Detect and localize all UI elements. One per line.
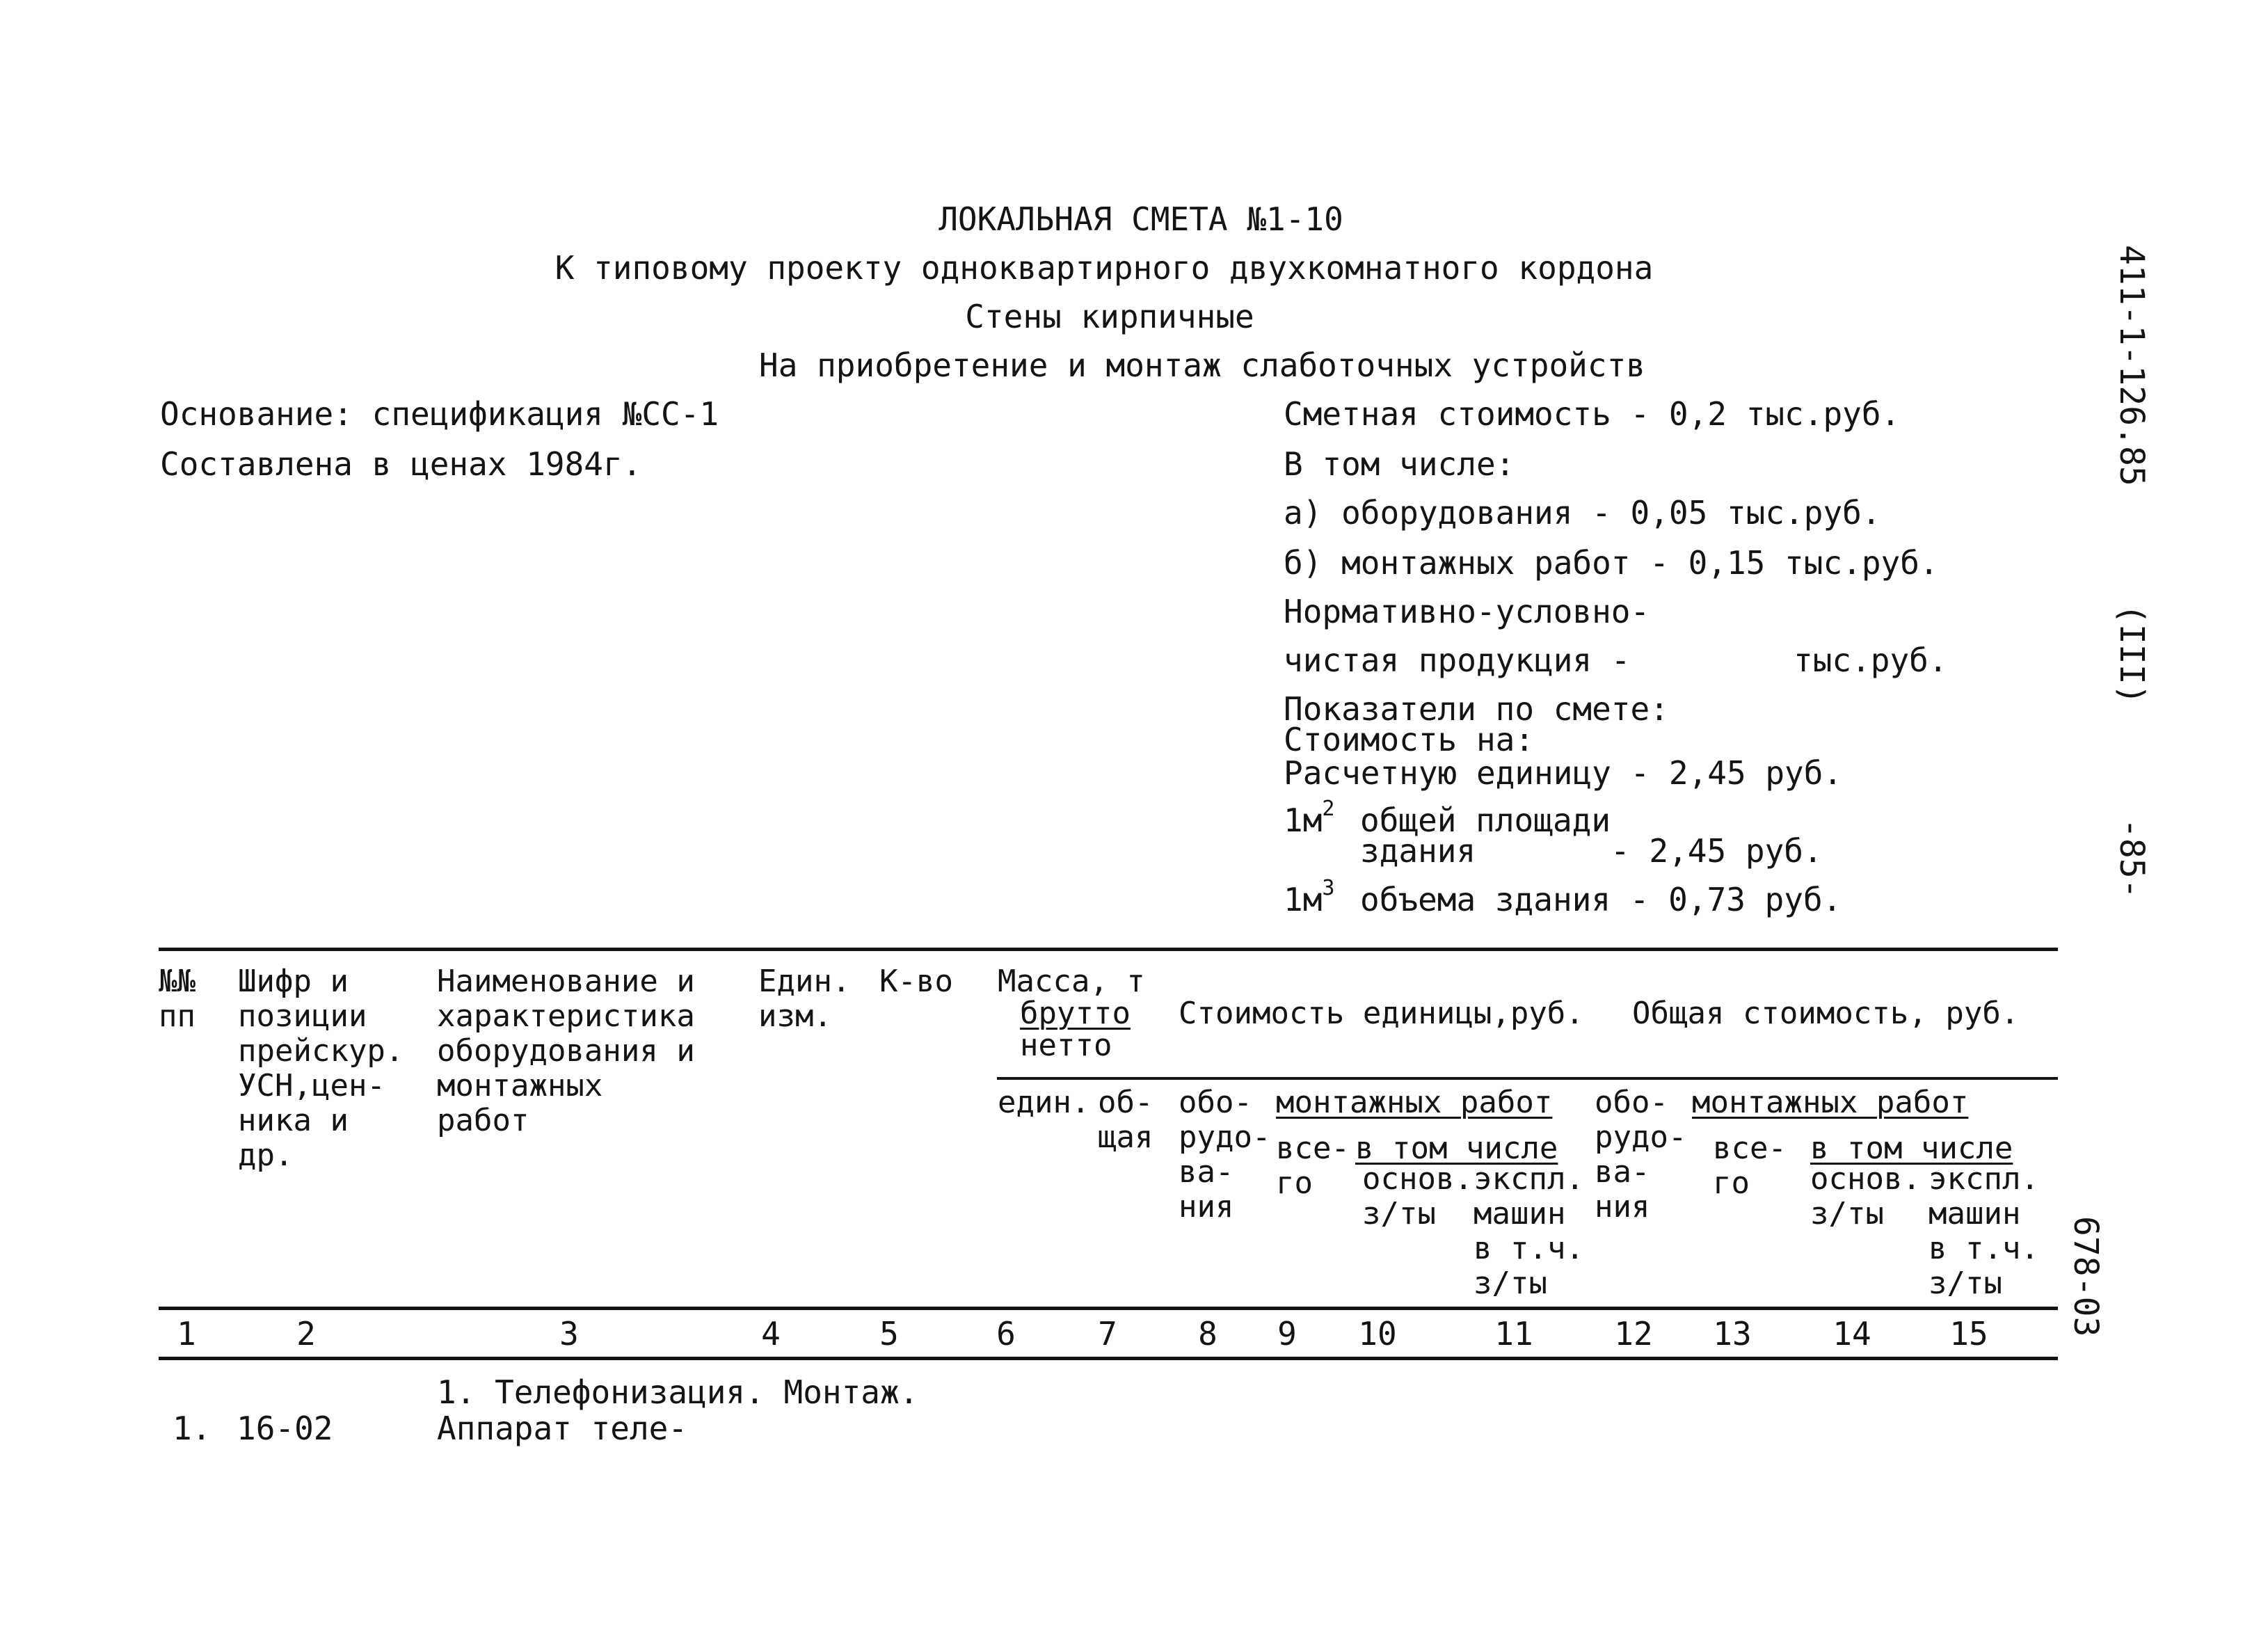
column-number-11: 11 (1494, 1315, 1533, 1353)
row-1-number: 1. (173, 1410, 211, 1447)
header-including-unit: в том числе (1355, 1131, 1558, 1166)
header-install-works-unit: монтажных работ (1276, 1085, 1553, 1120)
header-unit-cost: Стоимость единицы,руб. (1179, 996, 1584, 1031)
column-number-4: 4 (761, 1315, 781, 1353)
per-m3-prefix: $1м^3$ (1284, 876, 1335, 918)
header-basic-wages-unit: основ. з/ты (1362, 1161, 1473, 1231)
header-brutto: брутто (1020, 996, 1131, 1031)
per-unit-cost: Расчетную единицу - 2,45 руб. (1284, 754, 1843, 792)
row-1-name: Аппарат теле- (437, 1410, 688, 1447)
table-header-mid-rule (997, 1077, 2058, 1080)
basis-line: Основание: спецификация №СС-1 (160, 395, 719, 433)
header-install-works-total: монтажных работ (1692, 1085, 1969, 1120)
column-number-12: 12 (1614, 1315, 1653, 1353)
including-label: В том числе: (1284, 445, 1515, 483)
order-number-margin: 678-03 (2066, 1216, 2105, 1337)
column-number-15: 15 (1949, 1315, 1988, 1353)
header-basic-wages-total: основ. з/ты (1810, 1161, 1921, 1231)
document-subtitle-project: К типовому проекту одноквартирного двухкомнатного кордона (554, 249, 1654, 287)
header-including-total: в том числе (1810, 1131, 2013, 1166)
column-number-1: 1 (177, 1315, 196, 1353)
column-number-9: 9 (1277, 1315, 1297, 1353)
header-equipment-unit: обо- рудо- ва- ния (1179, 1085, 1271, 1225)
row-1-code: 16-02 (237, 1410, 333, 1447)
prices-line: Составлена в ценах 1984г. (160, 445, 642, 483)
document-title: ЛОКАЛЬНАЯ СМЕТА №1-10 (939, 200, 1343, 238)
column-number-3: 3 (559, 1315, 579, 1353)
installation-cost: б) монтажных работ - 0,15 тыс.руб. (1284, 544, 1939, 582)
column-number-14: 14 (1832, 1315, 1871, 1353)
per-m2-prefix: $1м^2$ (1284, 797, 1335, 839)
header-col-name: Наименование и характеристика оборудования и монтажных работ (437, 964, 695, 1138)
column-number-6: 6 (996, 1315, 1016, 1353)
header-equipment-total: обо- рудо- ва- ния (1595, 1085, 1687, 1225)
doc-code-margin: 411-1-126.85 (2112, 245, 2151, 486)
document-subtitle-walls: Стены кирпичные (965, 298, 1254, 335)
estimated-cost: Сметная стоимость - 0,2 тыс.руб. (1284, 395, 1901, 433)
indicators-label: Показатели по смете: (1284, 690, 1669, 728)
header-col-quantity: К-во (879, 964, 953, 999)
header-col-number: №№ пп (159, 964, 195, 1034)
document-subtitle-purpose: На приобретение и монтаж слаботочных устройств (759, 346, 1645, 384)
column-number-8: 8 (1198, 1315, 1217, 1353)
header-total-unit: все- го (1276, 1131, 1350, 1201)
column-number-7: 7 (1098, 1315, 1117, 1353)
column-number-5: 5 (879, 1315, 899, 1353)
table-header-bottom-rule (159, 1307, 2058, 1310)
header-mass: Масса, т (998, 964, 1145, 999)
column-numbers-rule (159, 1357, 2058, 1360)
table-top-rule (159, 948, 2058, 951)
header-mass-unit: един. (998, 1085, 1090, 1120)
cost-per-label: Стоимость на: (1284, 721, 1535, 758)
section-title: 1. Телефонизация. Монтаж. (437, 1373, 919, 1411)
header-machines-unit: экспл. машин в т.ч. з/ты (1474, 1161, 1584, 1301)
header-netto: нетто (1020, 1028, 1112, 1063)
header-col-code: Шифр и позиции прейскур. УСН,цен- ника и др. (238, 964, 404, 1173)
per-m2-line-1: общей площади (1360, 801, 1611, 839)
normative-line-1: Нормативно-условно- (1284, 593, 1650, 630)
header-total-cost: Общая стоимость, руб. (1632, 996, 2020, 1031)
per-m2-line-2: здания - 2,45 руб. (1360, 832, 1823, 870)
normative-line-2: чистая продукция - (1284, 641, 1631, 679)
column-number-2: 2 (296, 1315, 316, 1353)
per-m3-cost: объема здания - 0,73 руб. (1360, 881, 1842, 918)
column-number-10: 10 (1358, 1315, 1397, 1353)
equipment-cost: а) оборудования - 0,05 тыс.руб. (1284, 494, 1881, 532)
volume-margin: (III) (2112, 604, 2151, 705)
header-total-total: все- го (1713, 1131, 1787, 1201)
page-number-margin: -85- (2112, 818, 2151, 899)
header-machines-total: экспл. машин в т.ч. з/ты (1928, 1161, 2039, 1301)
header-col-unit: Един. изм. (758, 964, 851, 1034)
header-mass-total: об- щая (1098, 1085, 1153, 1155)
column-number-13: 13 (1713, 1315, 1752, 1353)
normative-unit: тыс.руб. (1794, 641, 1948, 679)
